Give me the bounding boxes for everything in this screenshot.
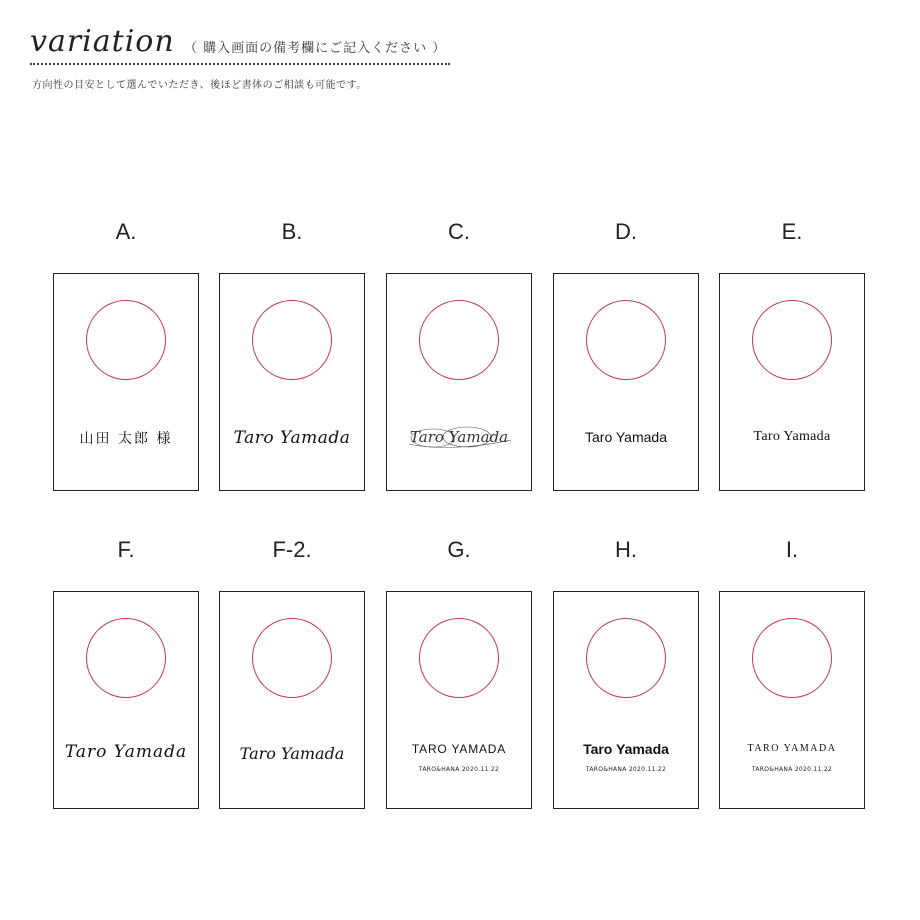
red-circle — [419, 618, 499, 698]
subtitle: 方向性の目安として選んでいただき、後ほど書体のご相談も可能です。 — [32, 80, 367, 91]
red-circle — [752, 300, 832, 380]
red-circle — [86, 618, 166, 698]
card-date: TARO&HANA 2020.11.22 — [418, 766, 500, 773]
red-circle — [252, 300, 332, 380]
card-name: Taro Yamada — [409, 428, 509, 446]
card-name: 山田 太郎 様 — [79, 431, 173, 447]
variant-label: A. — [115, 219, 137, 244]
card-name: Taro Yamada — [239, 744, 345, 763]
red-circle — [752, 618, 832, 698]
variant-label: B. — [281, 219, 303, 244]
red-circle — [86, 300, 166, 380]
name-card — [719, 273, 865, 491]
red-circle — [419, 300, 499, 380]
card-name: TARO YAMADA — [747, 743, 837, 754]
card-name: Taro Yamada — [583, 741, 669, 757]
card-name: Taro Yamada — [585, 429, 667, 445]
card-name: Taro Yamada — [233, 428, 351, 448]
variant-label: G. — [447, 537, 471, 562]
card-name: Taro Yamada — [753, 429, 831, 444]
name-card — [219, 591, 365, 809]
dotted-divider — [30, 63, 450, 65]
variant-label: H. — [615, 537, 637, 562]
card-name: Taro Yamada — [64, 742, 188, 762]
red-circle — [586, 618, 666, 698]
card-name: TARO YAMADA — [411, 742, 507, 756]
name-card — [719, 591, 865, 809]
name-card — [386, 273, 532, 491]
header-note: （ 購入画面の備考欄にご記入ください ） — [184, 41, 447, 56]
name-card — [386, 591, 532, 809]
variant-label: I. — [785, 537, 799, 562]
card-date: TARO&HANA 2020.11.22 — [751, 766, 833, 773]
red-circle — [252, 618, 332, 698]
name-card — [53, 273, 199, 491]
variant-label: C. — [448, 219, 470, 244]
variant-label: E. — [781, 219, 803, 244]
name-card — [53, 591, 199, 809]
variant-label: F. — [117, 537, 135, 562]
card-date: TARO&HANA 2020.11.22 — [585, 766, 667, 773]
name-card — [553, 591, 699, 809]
header-title: variation — [30, 24, 175, 59]
red-circle — [586, 300, 666, 380]
variant-label: F-2. — [272, 537, 312, 562]
name-card — [553, 273, 699, 491]
variant-label: D. — [615, 219, 637, 244]
name-card — [219, 273, 365, 491]
